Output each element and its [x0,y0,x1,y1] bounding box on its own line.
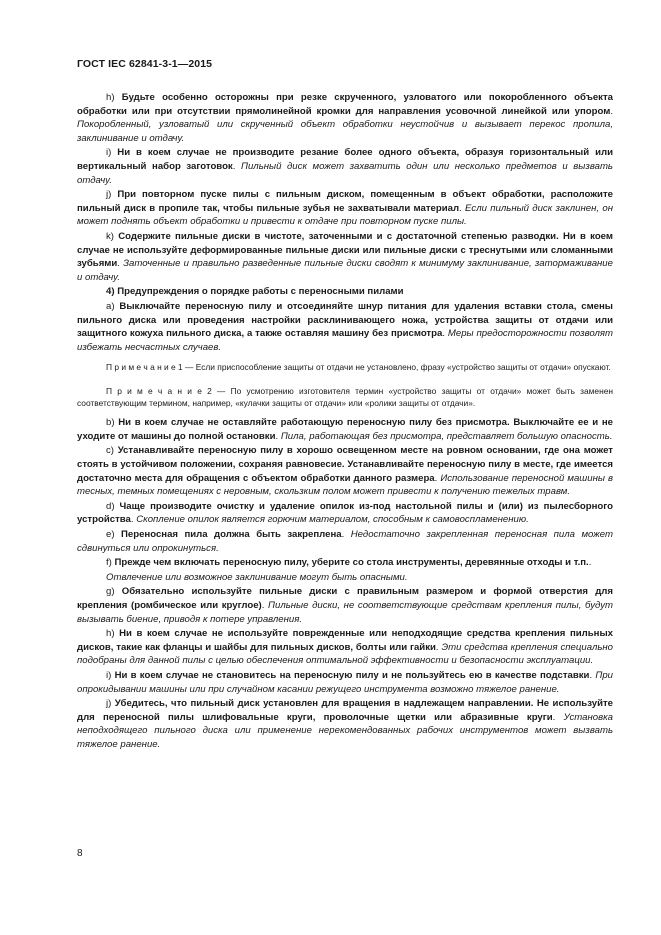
paragraph-h: h) Будьте особенно осторожны при резке скрученного, узловатого или покоробленного объекта обработки или при отсутствии прямолинейной кромки для направления усовочной линейкой или упором. Покоробленный, узловатый или скрученный объект обработки неустойчив и вызывает перекос пропила, заклинивание и отдачу. [77,92,613,144]
document-body [77,91,613,753]
paragraph-g: g) Обязательно используйте пильные диски с правильным размером и формой отверстия для крепления (ромбическое или круглое). Пильные диски, не соответствующие средствам крепления пилы, будут вызывать биение, приводя к потере управления. [77,586,613,625]
paragraph-d: d) Чаще производите очистку и удаление опилок из-под настольной пилы и (или) из пылесборного устройства. Скопление опилок является горючим материалом, способным к самовоспламенению. [77,500,613,526]
paragraph-f-continuation: Отвлечение или возможное заклинивание могут быть опасными. [106,571,408,583]
document-header: ГОСТ IEC 62841-3-1—2015 [77,58,213,70]
paragraph-e: e) Переносная пила должна быть закреплена. Недостаточно закрепленная переносная пила может сдвинуться или опрокинуться. [77,529,613,554]
paragraph-a: a) Выключайте переносную пилу и отсоединяйте шнур питания для удаления вставки стола, смены пильного диска или проведения настройки расклинивающего ножа, устройства защиты от отдачи или защитного кожуха пильного диска, а также оставляя машину без присмотра. Меры предосторожности позволят избежать несчастных случаев. [77,300,614,353]
paragraph-k: k) Содержите пильные диски в чистоте, заточенными и с достаточной степенью разводки. Ни в коем случае не используйте деформированные пильные диски или пильные диски с треснутыми или сломанными зубьями. Заточенные и правильно разведенные пильные диски сводят к минимуму заклинивание, затормаживание и отдачу. [77,230,613,283]
section-heading: 4) Предупреждения о порядке работы с переносными пилами [106,286,404,298]
note-1: П р и м е ч а н и е 1 — Если приспособление защиты от отдачи не установлено, фразу «устройство защиты от отдачи» опускают. [106,362,611,373]
paragraph-i2: i) Ни в коем случае не становитесь на переносную пилу и не пользуйтесь ею в качестве подставки. При опрокидывании машины или при случайном касании режущего инструмента возможно тяжелое ранение. [77,669,613,695]
paragraph-b: b) Ни в коем случае не оставляйте работающую переносную пилу без присмотра. Выключайте ее и не уходите от машины до полной остановки. Пила, работающая без присмотра, представляет большую опасность. [77,417,613,442]
paragraph-c: c) Устанавливайте переносную пилу в хорошо освещенном месте на ровном основании, где она может стоять в устойчивом положении, сохраняя равновесие. Устанавливайте переносную пилу в месте, где имеется достаточно места для обращения с объектом обработки данного размера. Использование переносной машины в тесных, темных помещениях с неровным, скользким полом может привести к получению тежелых травм. [77,445,613,498]
paragraph-i: i) Ни в коем случае не производите резание более одного объекта, образуя горизонтальный или вертикальный набор заготовок. Пильный диск может захватить один или несколько предметов и вызвать отдачу. [77,147,613,186]
paragraph-f: f) Прежде чем включать переносную пилу, уберите со стола инструменты, деревянные отходы и т.п.. [106,557,592,569]
note-2: П р и м е ч а н и е 2 — По усмотрению изготовителя термин «устройство защиты от отдачи» может быть заменен соответствующим термином, например, «кулачки защиты от отдачи» или «ролики защиты от отдачи». [77,386,613,409]
paragraph-j: j) При повторном пуске пилы с пильным диском, помещенным в объект обработки, расположите пильный диск в пропиле так, чтобы пильные зубья не захватывали материал. Если пильный диск заклинен, он может поднять объект обработки и привести к отдаче при повторном пуске пилы. [77,189,613,228]
page-number: 8 [77,848,83,859]
paragraph-h2: h) Ни в коем случае не используйте поврежденные или неподходящие средства крепления пильных дисков, такие как фланцы и шайбы для пильных дисков, болты или гайки. Эти средства крепления специально подобраны для данной пилы с целью обеспечения оптимальной эффективности и безопасности эксплуатации. [77,628,614,667]
paragraph-j2: j) Убедитесь, что пильный диск установлен для вращения в надлежащем направлении. Не используйте для переносной пилы шлифовальные круги, проволочные щетки или абразивные круги. Установка неподходящего пильного диска или применение нерекомендованных рабочих инструментов может вызвать тяжелое ранение. [77,698,613,750]
